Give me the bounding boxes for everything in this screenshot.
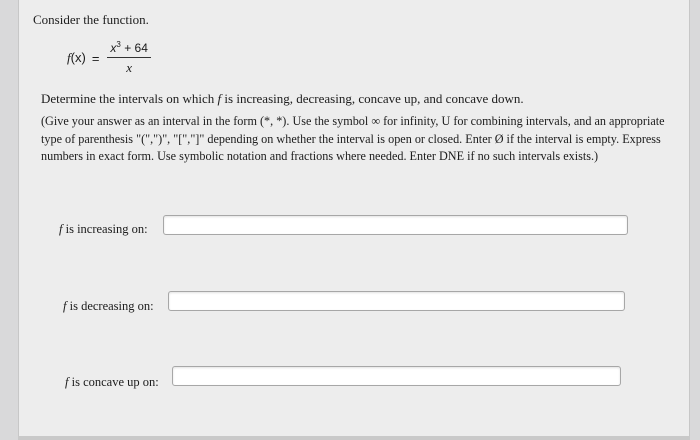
function-var: x bbox=[74, 50, 82, 65]
concave-up-answer-input[interactable] bbox=[173, 368, 620, 386]
bottom-edge-strip bbox=[18, 436, 690, 440]
numerator-rest: + 64 bbox=[120, 41, 148, 55]
determine-suffix: is increasing, decreasing, concave up, and concave down. bbox=[221, 91, 524, 106]
decreasing-answer-input[interactable] bbox=[169, 293, 624, 311]
determine-prefix: Determine the intervals on which bbox=[41, 91, 218, 106]
function-formula bbox=[67, 38, 151, 78]
numerator-exponent: 3 bbox=[116, 40, 121, 49]
increasing-answer-field[interactable] bbox=[163, 215, 628, 235]
question-panel bbox=[18, 0, 690, 438]
increasing-label-text: is increasing on: bbox=[62, 222, 148, 236]
fraction bbox=[107, 40, 150, 76]
concave-up-label bbox=[65, 375, 159, 390]
answer-instructions: (Give your answer as an interval in the form (*, *). Use the symbol ∞ for infinity, U for combining intervals, and an appropriate type of parenthesis "(",")", "[","]" depending on whether the interval is open or closed. Enter Ø if the interval is empty. Express numbers in exact form. Use symbolic notation and fractions where needed. Enter DNE if no such intervals exists.) bbox=[41, 114, 665, 163]
fraction-numerator bbox=[107, 40, 150, 58]
decreasing-label bbox=[63, 299, 154, 314]
decreasing-answer-field[interactable] bbox=[168, 291, 625, 311]
determine-f: f bbox=[217, 91, 222, 106]
concave-up-answer-field[interactable] bbox=[172, 366, 621, 386]
equals-sign: = bbox=[91, 50, 100, 66]
determine-text bbox=[41, 91, 671, 107]
function-name: f bbox=[67, 50, 71, 65]
increasing-label bbox=[59, 222, 148, 237]
increasing-f: f bbox=[59, 222, 63, 236]
function-lhs: f(x) bbox=[67, 50, 86, 65]
decreasing-label-text: is decreasing on: bbox=[66, 299, 154, 313]
decreasing-f: f bbox=[63, 299, 67, 313]
numerator-base: x bbox=[110, 41, 117, 55]
concave-up-f: f bbox=[65, 375, 69, 389]
question-intro: Consider the function. bbox=[33, 12, 149, 27]
fraction-denominator: x bbox=[126, 60, 133, 75]
increasing-answer-input[interactable] bbox=[164, 217, 627, 235]
concave-up-label-text: is concave up on: bbox=[68, 375, 159, 389]
